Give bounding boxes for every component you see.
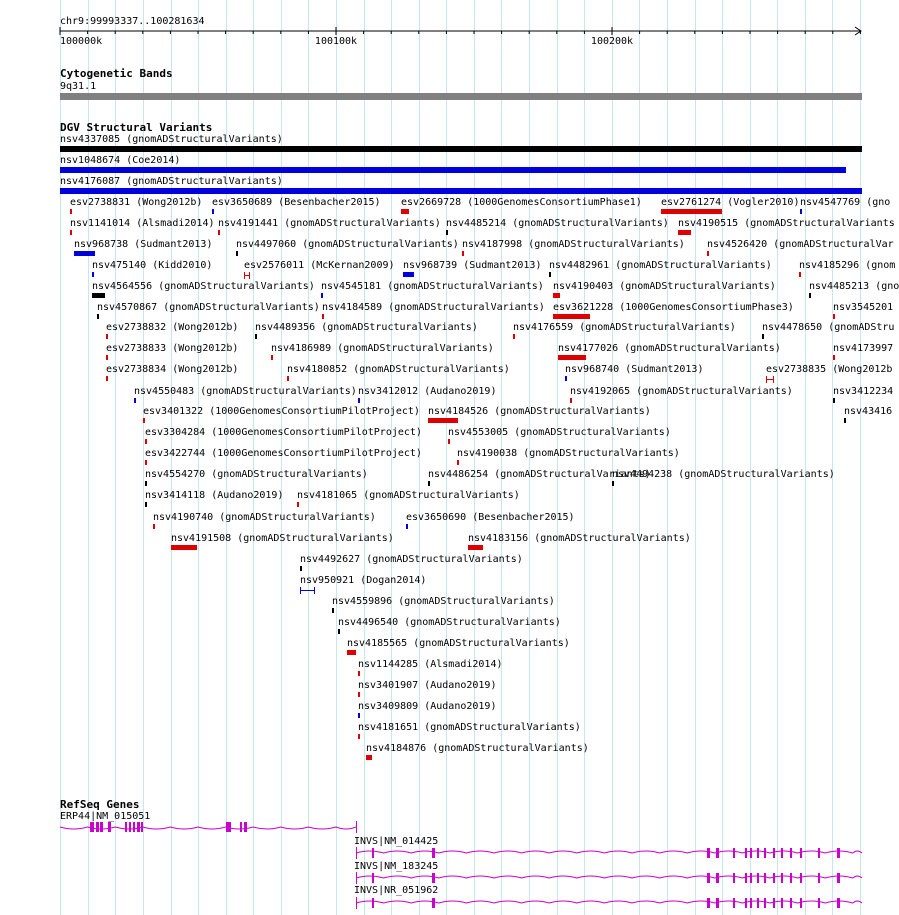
- gene-exon: [800, 898, 802, 908]
- sv-label[interactable]: nsv4485214 (gnomADStructuralVariants): [446, 218, 669, 229]
- ruler-tick-label: 100000k: [60, 36, 103, 47]
- sv-feature[interactable]: [106, 355, 108, 360]
- gene-exon: [750, 873, 752, 883]
- sv-feature[interactable]: [60, 146, 862, 152]
- sv-label[interactable]: nsv4192065 (gnomADStructuralVariants): [570, 386, 793, 397]
- sv-label[interactable]: nsv4185565 (gnomADStructuralVariants): [347, 638, 570, 649]
- sv-label[interactable]: nsv4482961 (gnomADStructuralVariants): [549, 260, 772, 271]
- sv-label[interactable]: esv3304284 (1000GenomesConsortiumPilotProject): [145, 427, 422, 438]
- sv-label[interactable]: nsv4186989 (gnomADStructuralVariants): [271, 343, 494, 354]
- sv-feature[interactable]: [338, 629, 340, 634]
- gene-exon: [707, 873, 710, 883]
- sv-feature[interactable]: [134, 398, 136, 403]
- gene-exon: [733, 898, 735, 908]
- gene-exon: [432, 848, 435, 858]
- sv-feature[interactable]: [322, 314, 324, 319]
- sv-label[interactable]: esv2738832 (Wong2012b): [106, 322, 239, 333]
- sv-feature[interactable]: [762, 334, 764, 339]
- gene-exon: [125, 822, 127, 832]
- sv-label[interactable]: esv3621228 (1000GenomesConsortiumPhase3): [553, 302, 794, 313]
- gene-exon: [733, 873, 735, 883]
- sv-label[interactable]: nsv968739 (Sudmant2013): [403, 260, 542, 271]
- sv-feature[interactable]: [707, 251, 709, 256]
- sv-label[interactable]: nsv4181065 (gnomADStructuralVariants): [297, 490, 520, 501]
- sv-feature[interactable]: [549, 272, 551, 277]
- sv-feature[interactable]: [661, 209, 722, 214]
- sv-label[interactable]: esv2738835 (Wong2012b: [766, 364, 893, 375]
- sv-feature[interactable]: [448, 439, 450, 444]
- gene-boundary: [356, 897, 357, 909]
- sv-label[interactable]: esv2738833 (Wong2012b): [106, 343, 239, 354]
- gene-exon: [773, 898, 775, 908]
- sv-feature[interactable]: [468, 545, 483, 550]
- grid-line: [805, 0, 806, 915]
- sv-label[interactable]: nsv4190038 (gnomADStructuralVariants): [457, 448, 680, 459]
- sv-label[interactable]: nsv4337085 (gnomADStructuralVariants): [60, 134, 283, 145]
- sv-feature[interactable]: [844, 418, 846, 423]
- gene-exon: [90, 822, 94, 832]
- sv-feature[interactable]: [612, 481, 614, 486]
- cytoband-label: 9q31.1: [60, 81, 97, 92]
- gene-exon: [432, 898, 435, 908]
- grid-line: [446, 0, 447, 915]
- sv-feature[interactable]: [145, 481, 147, 486]
- sv-label[interactable]: nsv4177026 (gnomADStructuralVariants): [558, 343, 781, 354]
- dgv-track-title[interactable]: DGV Structural Variants: [60, 121, 213, 134]
- sv-label[interactable]: nsv4181651 (gnomADStructuralVariants): [358, 722, 581, 733]
- sv-label[interactable]: nsv4494238 (gnomADStructuralVariants): [612, 469, 835, 480]
- sv-label[interactable]: esv2576011 (McKernan2009): [244, 260, 395, 271]
- sv-label[interactable]: nsv3401907 (Audano2019): [358, 680, 497, 691]
- sv-label[interactable]: nsv4185296 (gnom: [799, 260, 896, 271]
- sv-label[interactable]: nsv4190403 (gnomADStructuralVariants): [553, 281, 776, 292]
- gene-intron: [356, 876, 862, 878]
- sv-feature[interactable]: [271, 355, 273, 360]
- sv-feature[interactable]: [565, 376, 567, 381]
- sv-feature[interactable]: [358, 398, 360, 403]
- gene-exon: [137, 822, 140, 832]
- gene-exon: [781, 848, 783, 858]
- sv-label[interactable]: nsv4526420 (gnomADStructuralVar: [707, 239, 894, 250]
- location-label: chr9:99993337..100281634: [60, 16, 205, 27]
- gene-exon: [96, 822, 99, 832]
- sv-feature[interactable]: [462, 251, 464, 256]
- grid-line: [695, 0, 696, 915]
- gene-exon: [757, 873, 759, 883]
- sv-label[interactable]: nsv950921 (Dogan2014): [300, 575, 427, 586]
- gene-exon: [837, 873, 840, 883]
- sv-label[interactable]: esv3650689 (Besenbacher2015): [212, 197, 381, 208]
- sv-label[interactable]: nsv4489356 (gnomADStructuralVariants): [255, 322, 478, 333]
- sv-label[interactable]: esv2738831 (Wong2012b): [70, 197, 203, 208]
- grid-line: [832, 0, 833, 915]
- sv-feature[interactable]: [60, 167, 846, 173]
- sv-feature[interactable]: [513, 334, 515, 339]
- gene-intron: [356, 851, 862, 853]
- sv-feature[interactable]: [406, 524, 408, 529]
- gene-model[interactable]: [0, 896, 890, 910]
- sv-label[interactable]: nsv1048674 (Coe2014): [60, 155, 181, 166]
- sv-label[interactable]: esv3650690 (Besenbacher2015): [406, 512, 575, 523]
- gene-exon: [229, 822, 231, 832]
- gene-exon: [781, 898, 783, 908]
- sv-feature[interactable]: [106, 376, 108, 381]
- sv-label[interactable]: nsv3409809 (Audano2019): [358, 701, 497, 712]
- sv-feature[interactable]: [358, 692, 360, 697]
- sv-feature[interactable]: [70, 209, 72, 214]
- gene-exon: [707, 898, 710, 908]
- sv-label[interactable]: nsv4559896 (gnomADStructuralVariants): [332, 596, 555, 607]
- gene-exon: [372, 898, 374, 908]
- sv-label[interactable]: nsv4547769 (gno: [800, 197, 891, 208]
- gene-exon: [773, 848, 775, 858]
- gene-exon: [240, 822, 242, 832]
- sv-feature[interactable]: [145, 460, 147, 465]
- sv-feature[interactable]: [287, 376, 289, 381]
- cytoband-track-title[interactable]: Cytogenetic Bands: [60, 67, 173, 80]
- sv-label[interactable]: nsv4176087 (gnomADStructuralVariants): [60, 176, 283, 187]
- sv-label[interactable]: nsv4554270 (gnomADStructuralVariants): [145, 469, 368, 480]
- gene-exon: [745, 873, 747, 883]
- gene-exon: [716, 898, 719, 908]
- gene-boundary: [356, 872, 357, 884]
- sv-label[interactable]: nsv4176559 (gnomADStructuralVariants): [513, 322, 736, 333]
- sv-label[interactable]: nsv4191508 (gnomADStructuralVariants): [171, 533, 394, 544]
- sv-label[interactable]: nsv3545201: [833, 302, 894, 313]
- gene-exon: [757, 898, 759, 908]
- grid-line: [722, 0, 723, 915]
- sv-label[interactable]: nsv4553005 (gnomADStructuralVariants): [448, 427, 671, 438]
- gene-exon: [141, 822, 143, 832]
- gene-exon: [818, 873, 820, 883]
- gene-exon: [745, 898, 747, 908]
- sv-feature[interactable]: [401, 209, 409, 214]
- sv-label[interactable]: nsv4478650 (gnomADStru: [762, 322, 895, 333]
- gene-exon: [790, 848, 792, 858]
- sv-label[interactable]: nsv4184526 (gnomADStructuralVariants): [428, 406, 651, 417]
- sv-feature[interactable]: [833, 314, 835, 319]
- sv-label[interactable]: nsv475140 (Kidd2010): [92, 260, 213, 271]
- sv-feature[interactable]: [218, 230, 220, 235]
- sv-feature[interactable]: [800, 209, 802, 214]
- sv-feature[interactable]: [212, 209, 214, 214]
- refseq-track-title[interactable]: RefSeq Genes: [60, 798, 140, 811]
- gene-exon: [100, 822, 103, 832]
- sv-feature[interactable]: [70, 230, 72, 235]
- sv-feature[interactable]: [833, 355, 835, 360]
- sv-label[interactable]: nsv4184876 (gnomADStructuralVariants): [366, 743, 589, 754]
- sv-feature[interactable]: [143, 418, 145, 423]
- sv-feature[interactable]: [321, 293, 323, 298]
- sv-feature[interactable]: [678, 230, 691, 235]
- sv-label[interactable]: nsv3412234: [833, 386, 894, 397]
- sv-feature[interactable]: [358, 671, 360, 676]
- sv-label[interactable]: nsv4191441 (gnomADStructuralVariants): [218, 218, 441, 229]
- sv-feature[interactable]: [171, 545, 197, 550]
- sv-feature[interactable]: [106, 334, 108, 339]
- sv-label[interactable]: nsv4184589 (gnomADStructuralVariants): [322, 302, 545, 313]
- sv-label[interactable]: nsv4183156 (gnomADStructuralVariants): [468, 533, 691, 544]
- gene-intron: [60, 827, 356, 829]
- grid-line: [777, 0, 778, 915]
- gene-exon: [707, 848, 710, 858]
- gene-exon: [750, 898, 752, 908]
- sv-feature[interactable]: [300, 587, 316, 594]
- gene-exon: [372, 848, 374, 858]
- gene-exon: [818, 848, 820, 858]
- gene-boundary: [356, 821, 357, 833]
- sv-feature[interactable]: [358, 734, 360, 739]
- sv-label[interactable]: nsv4190515 (gnomADStructuralVariants: [678, 218, 895, 229]
- gene-exon: [781, 873, 783, 883]
- sv-feature[interactable]: [347, 650, 356, 655]
- sv-label[interactable]: nsv4492627 (gnomADStructuralVariants): [300, 554, 523, 565]
- cytoband-bar[interactable]: [60, 93, 862, 100]
- sv-feature[interactable]: [366, 755, 372, 760]
- sv-feature[interactable]: [428, 418, 458, 423]
- sv-label[interactable]: nsv4187998 (gnomADStructuralVariants): [462, 239, 685, 250]
- sv-label[interactable]: nsv3412012 (Audano2019): [358, 386, 497, 397]
- sv-label[interactable]: esv2761274 (Vogler2010): [661, 197, 800, 208]
- sv-feature[interactable]: [300, 566, 302, 571]
- gene-exon: [837, 848, 840, 858]
- sv-feature[interactable]: [236, 251, 238, 256]
- gene-exon: [716, 848, 719, 858]
- ruler-tick-label: 100200k: [590, 36, 634, 47]
- ruler[interactable]: [0, 26, 890, 48]
- sv-feature[interactable]: [558, 355, 586, 360]
- gene-exon: [372, 873, 374, 883]
- gene-label[interactable]: INVS|NM_183245: [354, 861, 439, 872]
- sv-feature[interactable]: [358, 713, 360, 718]
- gene-exon: [733, 848, 735, 858]
- sv-label[interactable]: nsv4545181 (gnomADStructuralVariants): [321, 281, 544, 292]
- gene-exon: [757, 848, 759, 858]
- gene-exon: [790, 898, 792, 908]
- sv-label[interactable]: esv3401322 (1000GenomesConsortiumPilotProject): [143, 406, 420, 417]
- gene-label[interactable]: INVS|NR_051962: [354, 885, 439, 896]
- sv-feature[interactable]: [153, 524, 155, 529]
- ruler-tick-label: 100100k: [314, 36, 358, 47]
- grid-line: [860, 0, 861, 915]
- sv-feature[interactable]: [92, 293, 105, 298]
- sv-label[interactable]: esv2738834 (Wong2012b): [106, 364, 239, 375]
- sv-label[interactable]: nsv4485213 (gno: [809, 281, 899, 292]
- gene-exon: [129, 822, 131, 832]
- sv-label[interactable]: nsv968738 (Sudmant2013): [74, 239, 213, 250]
- sv-label[interactable]: esv2669728 (1000GenomesConsortiumPhase1): [401, 197, 642, 208]
- sv-feature[interactable]: [255, 334, 257, 339]
- sv-feature[interactable]: [60, 188, 862, 194]
- sv-feature[interactable]: [570, 398, 572, 403]
- sv-label[interactable]: nsv4564556 (gnomADStructuralVariants): [92, 281, 315, 292]
- gene-exon: [432, 873, 435, 883]
- gene-exon: [764, 898, 766, 908]
- gene-exon: [790, 873, 792, 883]
- gene-label[interactable]: ERP44|NM_015051: [60, 811, 151, 822]
- sv-feature[interactable]: [244, 272, 251, 279]
- sv-feature[interactable]: [766, 376, 775, 383]
- sv-feature[interactable]: [74, 251, 95, 256]
- gene-boundary: [356, 847, 357, 859]
- sv-label[interactable]: nsv968740 (Sudmant2013): [565, 364, 704, 375]
- gene-intron: [356, 901, 862, 903]
- sv-feature[interactable]: [97, 314, 99, 319]
- gene-exon: [108, 822, 111, 832]
- sv-feature[interactable]: [428, 481, 430, 486]
- sv-feature[interactable]: [553, 314, 590, 319]
- sv-label[interactable]: nsv4497060 (gnomADStructuralVariants): [236, 239, 459, 250]
- sv-feature[interactable]: [92, 272, 94, 277]
- gene-exon: [800, 873, 802, 883]
- gene-exon: [764, 848, 766, 858]
- gene-exon: [226, 822, 229, 832]
- gene-exon: [837, 898, 840, 908]
- sv-label[interactable]: nsv4570867 (gnomADStructuralVariants): [97, 302, 320, 313]
- sv-label[interactable]: nsv4550483 (gnomADStructuralVariants): [134, 386, 357, 397]
- sv-feature[interactable]: [446, 230, 448, 235]
- sv-label[interactable]: nsv3414118 (Audano2019): [145, 490, 284, 501]
- gene-model[interactable]: [0, 846, 890, 860]
- grid-line: [750, 0, 751, 915]
- sv-feature[interactable]: [145, 439, 147, 444]
- gene-exon: [773, 873, 775, 883]
- sv-label[interactable]: esv3422744 (1000GenomesConsortiumPilotProject): [145, 448, 422, 459]
- gene-label[interactable]: INVS|NM_014425: [354, 836, 439, 847]
- sv-feature[interactable]: [297, 502, 299, 507]
- gene-model[interactable]: [0, 871, 890, 885]
- gene-exon: [750, 848, 752, 858]
- sv-feature[interactable]: [833, 398, 835, 403]
- sv-feature[interactable]: [145, 502, 147, 507]
- sv-label[interactable]: nsv4496540 (gnomADStructuralVariants): [338, 617, 561, 628]
- gene-exon: [244, 822, 247, 832]
- sv-label[interactable]: nsv4190740 (gnomADStructuralVariants): [153, 512, 376, 523]
- gene-exon: [818, 898, 820, 908]
- sv-label[interactable]: nsv1144285 (Alsmadi2014): [358, 659, 503, 670]
- gene-exon: [764, 873, 766, 883]
- sv-feature[interactable]: [403, 272, 414, 277]
- gene-exon: [800, 848, 802, 858]
- sv-feature[interactable]: [332, 608, 334, 613]
- sv-label[interactable]: nsv43416: [844, 406, 893, 417]
- sv-label[interactable]: nsv1141014 (Alsmadi2014): [70, 218, 215, 229]
- sv-feature[interactable]: [809, 293, 811, 298]
- sv-label[interactable]: nsv4173997: [833, 343, 894, 354]
- gene-exon: [745, 848, 747, 858]
- gene-model[interactable]: [0, 820, 890, 834]
- sv-feature[interactable]: [457, 460, 459, 465]
- sv-label[interactable]: nsv4486254 (gnomADStructuralVariants): [428, 469, 651, 480]
- gene-exon: [716, 873, 719, 883]
- sv-feature[interactable]: [553, 293, 560, 298]
- gene-exon: [133, 822, 135, 832]
- sv-label[interactable]: nsv4180852 (gnomADStructuralVariants): [287, 364, 510, 375]
- sv-feature[interactable]: [799, 272, 801, 277]
